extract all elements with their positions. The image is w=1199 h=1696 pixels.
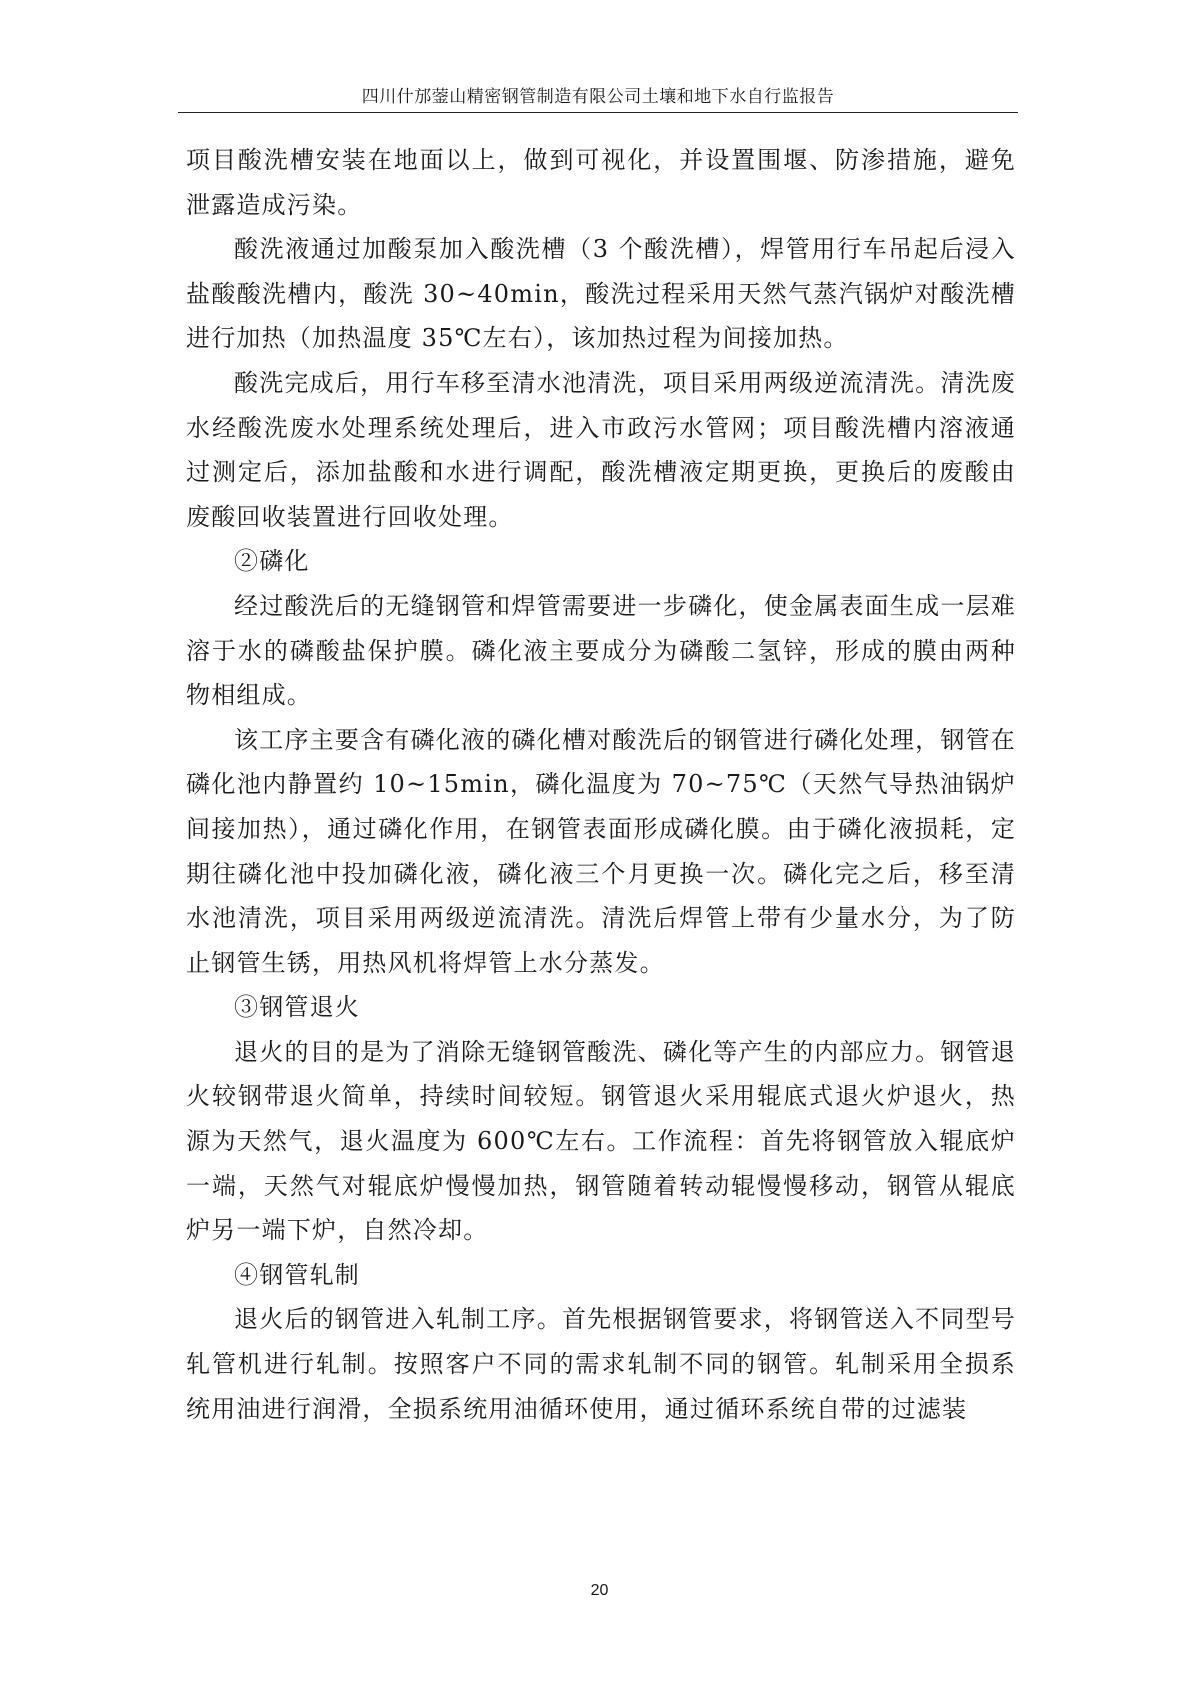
paragraph-rolling: 退火后的钢管进入轧制工序。首先根据钢管要求，将钢管送入不同型号轧管机进行轧制。按照客户不同的需求轧制不同的钢管。轧制采用全损系统用油进行润滑，全损系统用油循环使用，通过循环系统自带的过滤装: [186, 1305, 1016, 1423]
paragraph-pickling-process: 酸洗液通过加酸泵加入酸洗槽（3 个酸洗槽），焊管用行车吊起后浸入盐酸酸洗槽内，酸洗 30~40min，酸洗过程采用天然气蒸汽锅炉对酸洗槽进行加热（加热温度 35℃左右），该加热过程为间接加热。: [186, 235, 1016, 353]
subheading-annealing: ③钢管退火: [234, 993, 360, 1022]
document-body: [186, 138, 1016, 1431]
paragraph-continued: 项目酸洗槽安装在地面以上，做到可视化，并设置围堰、防渗措施，避免泄露造成污染。: [186, 146, 1016, 219]
paragraph-pickling-rinse: 酸洗完成后，用行车移至清水池清洗，项目采用两级逆流清洗。清洗废水经酸洗废水处理系统处理后，进入市政污水管网；项目酸洗槽内溶液通过测定后，添加盐酸和水进行调配，酸洗槽液定期更换，更换后的废酸由废酸回收装置进行回收处理。: [186, 368, 1016, 531]
page-number: 20: [590, 1582, 609, 1599]
paragraph-annealing: 退火的目的是为了消除无缝钢管酸洗、磷化等产生的内部应力。钢管退火较钢带退火简单，持续时间较短。钢管退火采用辊底式退火炉退火，热源为天然气，退火温度为 600℃左右。工作流程：首先将钢管放入辊底炉一端，天然气对辊底炉慢慢加热，钢管随着转动辊慢慢移动，钢管从辊底炉另一端下炉，自然冷却。: [186, 1037, 1016, 1245]
subheading-rolling: ④钢管轧制: [234, 1260, 360, 1289]
page-header: 四川什邡蓥山精密钢管制造有限公司土壤和地下水自行监报告: [361, 87, 835, 107]
header-rule: [178, 112, 1018, 113]
paragraph-phosphating-intro: 经过酸洗后的无缝钢管和焊管需要进一步磷化，使金属表面生成一层难溶于水的磷酸盐保护膜。磷化液主要成分为磷酸二氢锌，形成的膜由两种物相组成。: [186, 591, 1016, 710]
subheading-phosphating: ②磷化: [234, 547, 310, 576]
paragraph-phosphating-process: 该工序主要含有磷化液的磷化槽对酸洗后的钢管进行磷化处理，钢管在磷化池内静置约 10~15min，磷化温度为 70~75℃（天然气导热油锅炉间接加热），通过磷化作用，在钢管表面形成磷化膜。由于磷化液损耗，定期往磷化池中投加磷化液，磷化液三个月更换一次。磷化完之后，移至清水池清洗，项目采用两级逆流清洗。清洗后焊管上带有少量水分，为了防止钢管生锈，用热风机将焊管上水分蒸发。: [186, 725, 1016, 977]
